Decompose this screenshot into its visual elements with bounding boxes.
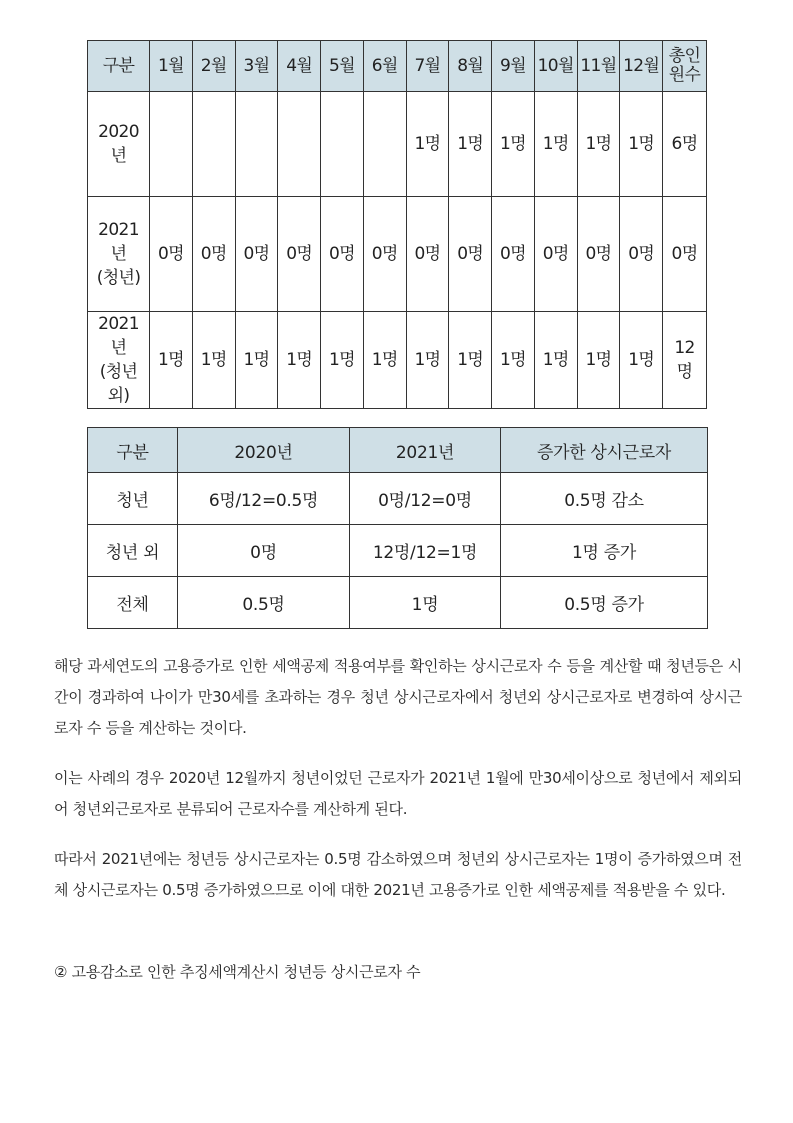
- section-heading: ② 고용감소로 인한 추징세액계산시 청년등 상시근로자 수: [54, 963, 421, 981]
- header-month: 5월: [321, 41, 364, 92]
- table-cell: 1명: [406, 92, 449, 197]
- body-paragraph: 따라서 2021년에는 청년등 상시근로자는 0.5명 감소하였으며 청년외 상시근로자는 1명이 증가하였으며 전체 상시근로자는 0.5명 증가하였으므로 이에 대한 2021년 고용증가로 인한 세액공제를 적용받을 수 있다.: [54, 850, 742, 899]
- row-label: 전체: [88, 577, 178, 629]
- monthly-table-header-row: [88, 41, 707, 92]
- row-label: 청년: [88, 473, 178, 525]
- monthly-employee-table: [87, 40, 707, 409]
- header-year-2020: 2020년: [178, 428, 350, 473]
- table-cell: 1명: [449, 92, 492, 197]
- table-cell: 1명: [492, 312, 535, 409]
- table-cell: 0명/12=0명: [350, 473, 501, 525]
- table-cell: 0.5명: [178, 577, 350, 629]
- header-month: 11월: [577, 41, 620, 92]
- row-label: 2021 년 (청년 외): [88, 312, 150, 409]
- table-row: [88, 197, 707, 312]
- table-cell: [321, 92, 364, 197]
- table-cell: 0명: [150, 197, 193, 312]
- table-cell: [235, 92, 278, 197]
- table-cell: 6명/12=0.5명: [178, 473, 350, 525]
- table-cell: 0명: [620, 197, 663, 312]
- table-cell: 0명: [449, 197, 492, 312]
- header-month: 2월: [192, 41, 235, 92]
- table-cell: 0명: [278, 197, 321, 312]
- table-cell: 1명: [534, 312, 577, 409]
- table-row: [88, 525, 708, 577]
- table-cell: 12명/12=1명: [350, 525, 501, 577]
- header-year-2021: 2021년: [350, 428, 501, 473]
- table-cell: 0명: [363, 197, 406, 312]
- table-cell: 0명: [534, 197, 577, 312]
- table-cell: 1명: [492, 92, 535, 197]
- row-label: 2020 년: [88, 92, 150, 197]
- table-cell: 1명: [620, 92, 663, 197]
- row-label: 2021 년 (청년): [88, 197, 150, 312]
- table-row: [88, 92, 707, 197]
- table-cell: 1명: [350, 577, 501, 629]
- table-cell: 1명: [192, 312, 235, 409]
- header-month: 4월: [278, 41, 321, 92]
- table-cell: 0명: [577, 197, 620, 312]
- table-cell: 1명: [278, 312, 321, 409]
- total-cell: 6명: [663, 92, 707, 197]
- header-month: 6월: [363, 41, 406, 92]
- header-month: 7월: [406, 41, 449, 92]
- table-cell: 1명: [620, 312, 663, 409]
- table-cell: 0명: [235, 197, 278, 312]
- table-cell: [150, 92, 193, 197]
- header-total: 총인 원수: [663, 41, 707, 92]
- table-cell: 1명: [150, 312, 193, 409]
- header-month: 8월: [449, 41, 492, 92]
- table-cell: 0.5명 감소: [501, 473, 708, 525]
- header-category: 구분: [88, 41, 150, 92]
- table-cell: 1명: [363, 312, 406, 409]
- header-category: 구분: [88, 428, 178, 473]
- table-cell: 1명: [235, 312, 278, 409]
- table-cell: 1명: [406, 312, 449, 409]
- table-cell: 1명: [321, 312, 364, 409]
- header-month: 10월: [534, 41, 577, 92]
- summary-table-header-row: [88, 428, 708, 473]
- table-row: [88, 312, 707, 409]
- table-row: [88, 577, 708, 629]
- body-paragraph: 해당 과세연도의 고용증가로 인한 세액공제 적용여부를 확인하는 상시근로자 수 등을 계산할 때 청년등은 시간이 경과하여 나이가 만30세를 초과하는 경우 청년 상시근로자에서 청년외 상시근로자로 변경하여 상시근로자 수 등을 계산하는 것이다.: [54, 657, 742, 737]
- header-month: 9월: [492, 41, 535, 92]
- total-cell: 12 명: [663, 312, 707, 409]
- table-cell: 0명: [192, 197, 235, 312]
- header-month: 1월: [150, 41, 193, 92]
- table-cell: 1명: [577, 312, 620, 409]
- table-cell: 0명: [321, 197, 364, 312]
- header-month: 3월: [235, 41, 278, 92]
- table-cell: 1명: [449, 312, 492, 409]
- table-cell: 0명: [406, 197, 449, 312]
- table-cell: [363, 92, 406, 197]
- table-cell: 0.5명 증가: [501, 577, 708, 629]
- header-month: 12월: [620, 41, 663, 92]
- total-cell: 0명: [663, 197, 707, 312]
- body-paragraph: 이는 사례의 경우 2020년 12월까지 청년이었던 근로자가 2021년 1월에 만30세이상으로 청년에서 제외되어 청년외근로자로 분류되어 근로자수를 계산하게 된다.: [54, 769, 742, 818]
- table-cell: 0명: [178, 525, 350, 577]
- summary-table: [87, 427, 708, 629]
- table-cell: 0명: [492, 197, 535, 312]
- table-cell: 1명: [577, 92, 620, 197]
- table-cell: 1명 증가: [501, 525, 708, 577]
- table-cell: 1명: [534, 92, 577, 197]
- row-label: 청년 외: [88, 525, 178, 577]
- table-row: [88, 473, 708, 525]
- table-cell: [278, 92, 321, 197]
- table-cell: [192, 92, 235, 197]
- header-change: 증가한 상시근로자: [501, 428, 708, 473]
